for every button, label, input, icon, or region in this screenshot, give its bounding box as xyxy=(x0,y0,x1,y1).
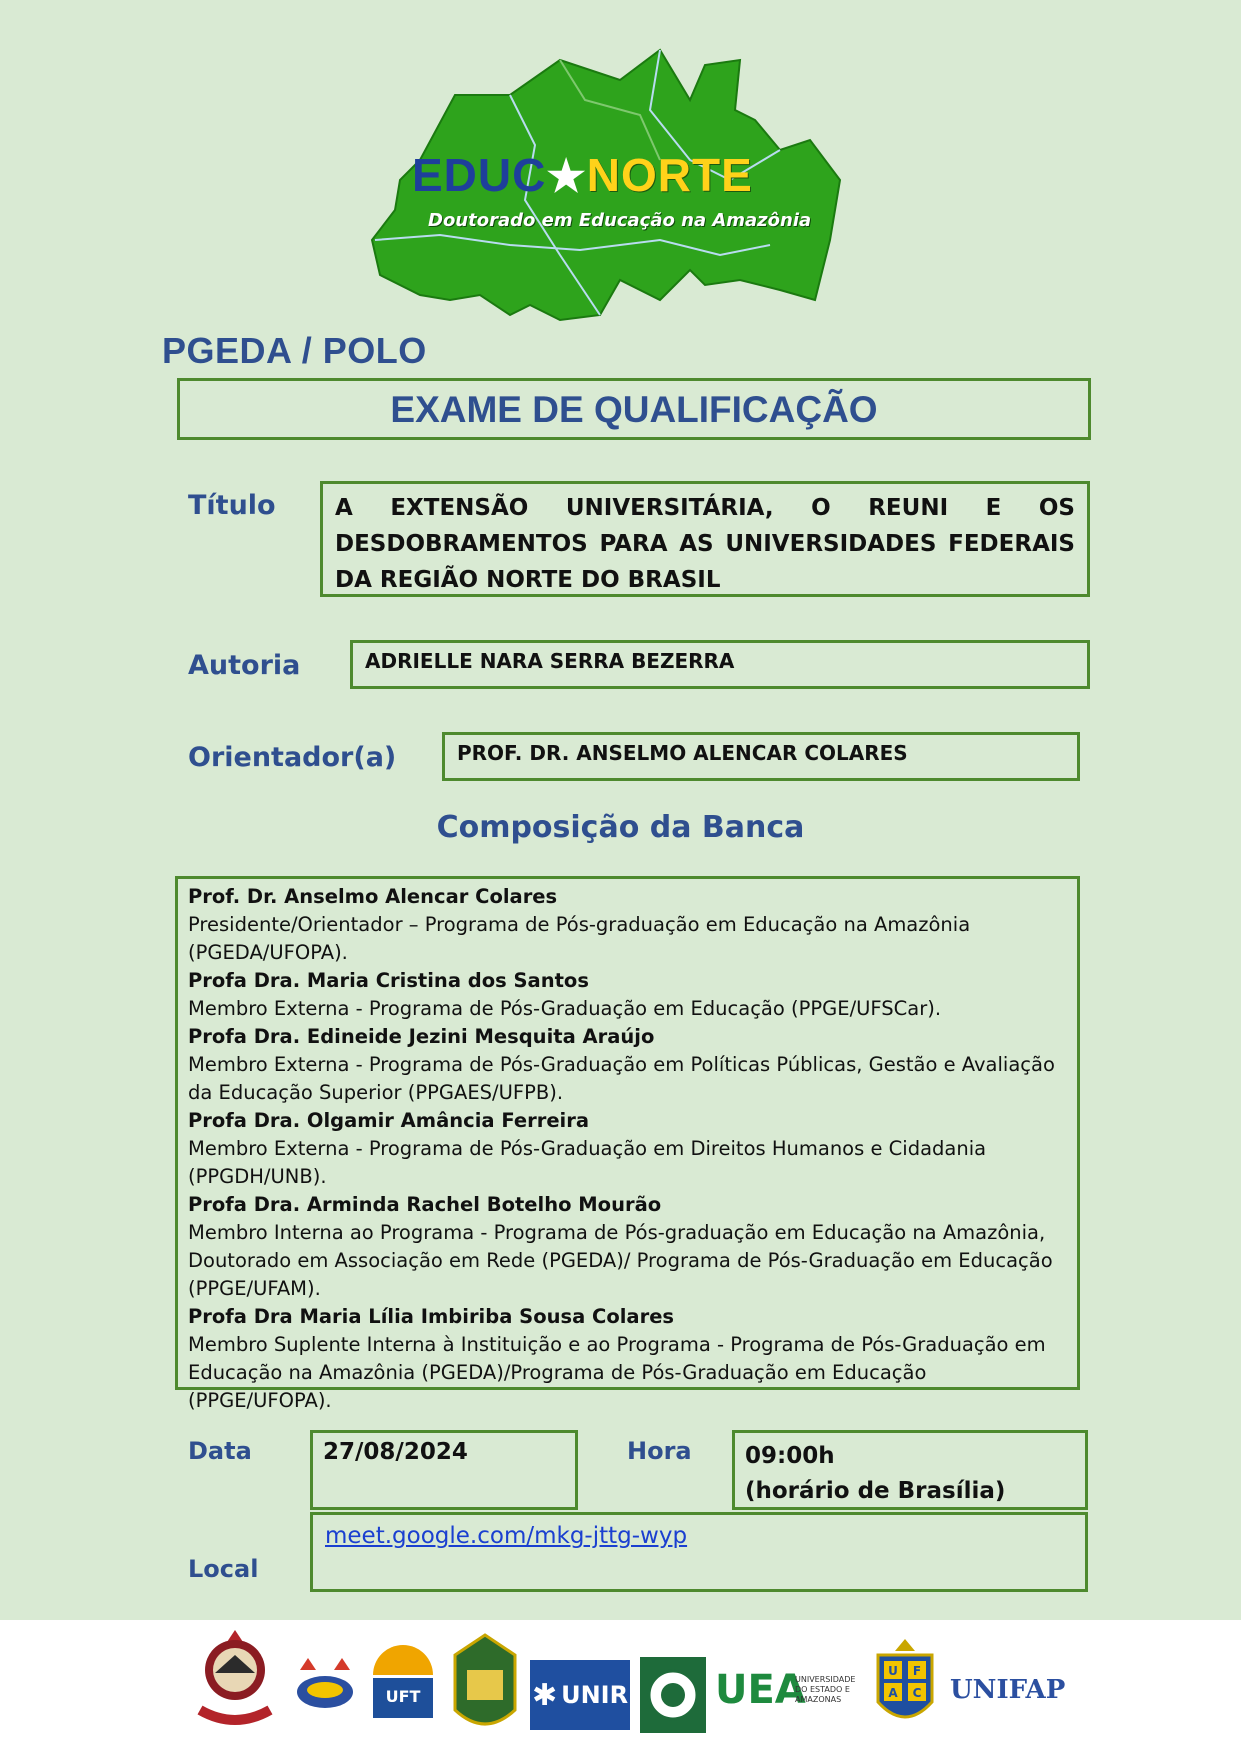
hora-note: (horário de Brasília) xyxy=(745,1478,1006,1504)
ufma-logo-icon xyxy=(445,1630,525,1740)
member-name: Profa Dra. Edineide Jezini Mesquita Araújo xyxy=(188,1025,655,1048)
data-label: Data xyxy=(188,1437,252,1465)
ufrr-logo-icon xyxy=(638,1655,708,1735)
member-role: Membro Externa - Programa de Pós-Graduação em Educação (PPGE/UFSCar). xyxy=(188,997,942,1020)
exam-title: EXAME DE QUALIFICAÇÃO xyxy=(390,389,878,430)
uft-logo-icon xyxy=(368,1640,438,1730)
uea-logo xyxy=(715,1667,860,1727)
titulo-value: A EXTENSÃO UNIVERSITÁRIA, O REUNI E OS DESDOBRAMENTOS PARA AS UNIVERSIDADES FEDERAIS DA REGIÃO NORTE DO BRASIL xyxy=(335,495,1075,593)
local-label: Local xyxy=(188,1555,259,1583)
banca-member xyxy=(188,1107,1067,1191)
member-name: Profa Dra. Arminda Rachel Botelho Mourão xyxy=(188,1193,662,1216)
uea-sub3: AMAZONAS xyxy=(795,1695,842,1704)
logo-educ-text: EDUC xyxy=(412,149,547,201)
hora-box xyxy=(732,1430,1088,1510)
unifap-logo xyxy=(950,1675,1065,1705)
autoria-box xyxy=(350,640,1090,689)
banca-member xyxy=(188,883,1067,967)
logo-subtitle: Doutorado em Educação na Amazônia xyxy=(428,210,812,231)
hora-label: Hora xyxy=(627,1437,692,1465)
hora-value: 09:00h xyxy=(745,1443,835,1469)
autoria-value: ADRIELLE NARA SERRA BEZERRA xyxy=(365,649,735,673)
uft-label: UFT xyxy=(385,1687,421,1706)
banca-box xyxy=(175,876,1080,1412)
ufpa-logo-icon xyxy=(190,1625,280,1740)
educanorte-logo xyxy=(360,40,870,330)
member-role: Membro Externa - Programa de Pós-Graduação em Direitos Humanos e Cidadania (PPGDH/UNB). xyxy=(188,1137,987,1188)
ufac-letter-f: F xyxy=(912,1664,922,1678)
ufac-letter-u: U xyxy=(888,1664,898,1678)
banca-member xyxy=(188,967,1067,1023)
banca-member xyxy=(188,1191,1067,1303)
orientador-value: PROF. DR. ANSELMO ALENCAR COLARES xyxy=(457,741,908,765)
logo-norte-text: NORTE xyxy=(586,149,753,201)
member-name: Profa Dra. Maria Cristina dos Santos xyxy=(188,969,589,992)
member-role: Membro Externa - Programa de Pós-Graduação em Políticas Públicas, Gestão e Avaliação da Educação Superior (PPGAES/UFPB). xyxy=(188,1053,1055,1104)
ufac-letter-a: A xyxy=(888,1686,898,1700)
member-role: Membro Interna ao Programa - Programa de Pós-graduação em Educação na Amazônia, Doutorado em Associação em Rede (PGEDA)/ Programa de Pós-Graduação em Educação (PPGE/UFAM). xyxy=(188,1221,1053,1300)
member-name: Profa Dra. Olgamir Amância Ferreira xyxy=(188,1109,589,1132)
uea-sub2: DO ESTADO E xyxy=(795,1685,850,1694)
program-heading: PGEDA / POLO xyxy=(162,330,427,371)
uea-sub1: UNIVERSIDADE xyxy=(795,1675,856,1684)
member-name: Profa Dra Maria Lília Imbiriba Sousa Colares xyxy=(188,1305,675,1328)
member-role: Presidente/Orientador – Programa de Pós-graduação em Educação na Amazônia (PGEDA/UFOPA). xyxy=(188,913,971,964)
exam-title-box xyxy=(177,378,1091,440)
titulo-box xyxy=(320,481,1090,597)
partner-logos xyxy=(190,1625,1066,1745)
ufac-logo-icon xyxy=(870,1637,940,1737)
orientador-box xyxy=(442,732,1080,781)
banca-title: Composição da Banca xyxy=(436,810,805,845)
data-box xyxy=(310,1430,578,1510)
unir-label: UNIR xyxy=(561,1681,629,1709)
local-box xyxy=(310,1512,1088,1592)
member-role: Membro Suplente Interna à Instituição e ao Programa - Programa de Pós-Graduação em Educação na Amazônia (PGEDA)/Programa de Pós-Graduação em Educação (PPGE/UFOPA). xyxy=(188,1333,1046,1412)
data-value: 27/08/2024 xyxy=(323,1439,468,1465)
star-icon: ★ xyxy=(546,152,587,201)
member-name: Prof. Dr. Anselmo Alencar Colares xyxy=(188,885,558,908)
banca-member xyxy=(188,1303,1067,1415)
unifap-label: UNIFAP xyxy=(950,1675,1066,1705)
orientador-label: Orientador(a) xyxy=(188,742,397,773)
asterisk-icon: ✱ xyxy=(531,1677,558,1713)
ufac-letter-c: C xyxy=(912,1686,922,1700)
unir-logo xyxy=(530,1660,630,1730)
ufopa-logo-icon xyxy=(290,1650,360,1720)
uea-label: UEA xyxy=(715,1667,806,1713)
meeting-link[interactable]: meet.google.com/mkg-jttg-wyp xyxy=(325,1523,688,1549)
titulo-label: Título xyxy=(188,490,276,521)
banca-member xyxy=(188,1023,1067,1107)
autoria-label: Autoria xyxy=(188,650,301,681)
